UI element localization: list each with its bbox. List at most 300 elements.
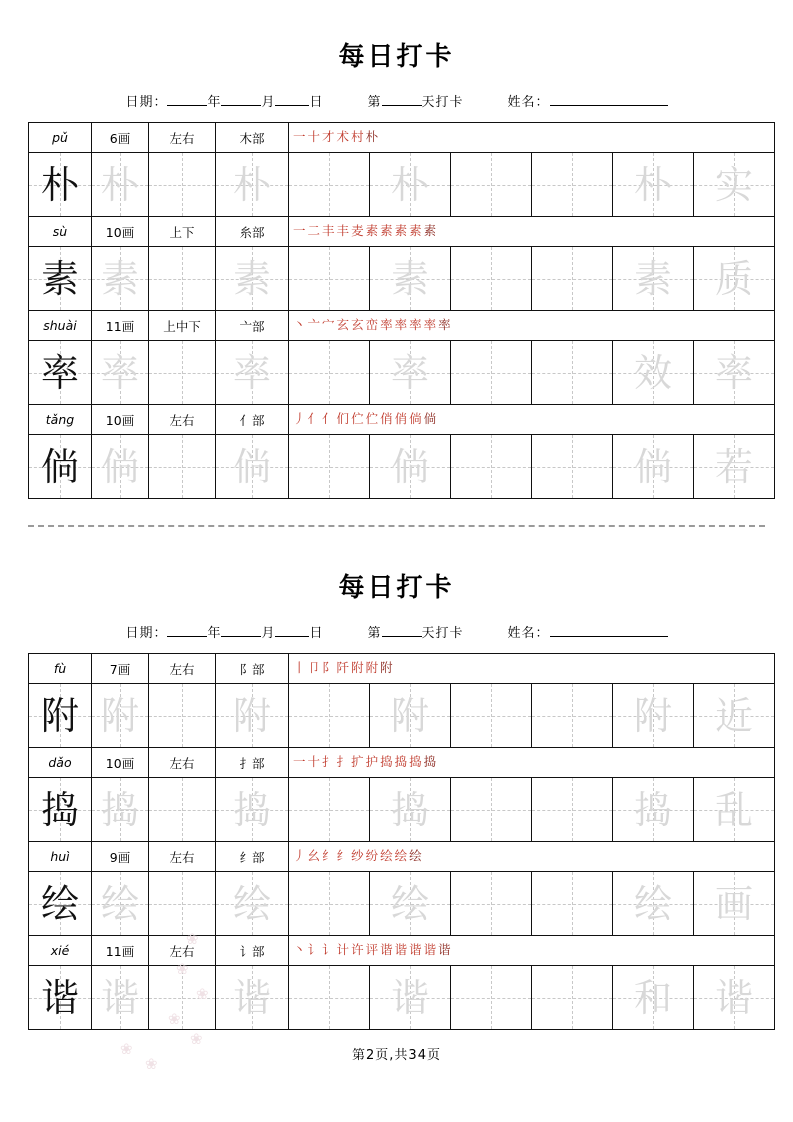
month-unit: 月: [261, 95, 276, 110]
name-field: [508, 622, 668, 641]
model-character: 朴: [40, 162, 79, 207]
trace-character: 附: [232, 693, 271, 738]
stroke-step: 讠: [322, 942, 335, 958]
trace-character: 素: [232, 256, 271, 301]
radical-cell: 纟部: [216, 842, 289, 872]
pinyin-cell: shuài: [29, 311, 92, 341]
stroke-step: 素: [394, 223, 408, 239]
stroke-step: 卩: [307, 660, 321, 676]
practice-cell-blank[interactable]: [289, 435, 370, 499]
page-separator: [28, 525, 765, 527]
model-character: 附: [40, 693, 79, 738]
flower-watermark: ❀: [145, 1055, 158, 1073]
trace-character: 附: [100, 693, 139, 738]
practice-cell-blank[interactable]: [532, 153, 613, 217]
practice-cell-blank[interactable]: [149, 872, 216, 936]
practice-cell-word[interactable]: [613, 341, 694, 405]
practice-cell-blank[interactable]: [289, 966, 370, 1030]
practice-cell-blank[interactable]: [149, 435, 216, 499]
stroke-order-cell: [289, 654, 775, 684]
word-character-2: 若: [714, 444, 753, 489]
year-unit: 年: [207, 95, 222, 110]
trace-character: 倘: [232, 444, 271, 489]
radical-cell: 亻部: [216, 405, 289, 435]
trace-character: 附: [390, 693, 429, 738]
name-blank[interactable]: [550, 105, 668, 106]
structure-cell: 左右: [149, 842, 216, 872]
stroke-step: 伫: [365, 411, 379, 427]
strokes-cell: 11画: [92, 311, 149, 341]
trace-character: 绘: [100, 881, 139, 926]
practice-cell-blank[interactable]: [149, 341, 216, 405]
stroke-step: 率: [409, 317, 422, 333]
count-suffix: 天打卡: [421, 626, 464, 641]
flower-watermark: ❀: [168, 1010, 181, 1028]
practice-cell-blank[interactable]: [289, 341, 370, 405]
structure-cell: 左右: [149, 405, 216, 435]
practice-row: [29, 341, 775, 405]
practice-cell-blank[interactable]: [532, 684, 613, 748]
pinyin-cell: huì: [29, 842, 92, 872]
stroke-step: 俏: [394, 411, 408, 427]
stroke-step: 绘: [380, 848, 393, 864]
stroke-step: 十: [307, 129, 321, 145]
stroke-step: 丨: [293, 660, 306, 676]
stroke-order-cell: [289, 842, 775, 872]
trace-character: 倘: [390, 444, 429, 489]
practice-cell-word[interactable]: [613, 153, 694, 217]
practice-cell-trace[interactable]: [92, 247, 149, 311]
practice-cell-trace[interactable]: [370, 247, 451, 311]
stroke-step: 扌: [336, 754, 350, 770]
word-character-2: 实: [714, 162, 753, 207]
practice-cell-word[interactable]: [694, 247, 775, 311]
practice-cell-trace[interactable]: [216, 966, 289, 1030]
practice-cell-trace[interactable]: [216, 778, 289, 842]
stroke-order-cell: [289, 936, 775, 966]
model-character: 率: [40, 350, 79, 395]
stroke-step: 俏: [380, 411, 393, 427]
stroke-step: 护: [365, 754, 379, 770]
practice-cell-trace[interactable]: [92, 778, 149, 842]
stroke-step: 谐: [394, 942, 408, 958]
practice-cell-blank[interactable]: [532, 966, 613, 1030]
practice-cell-main[interactable]: [29, 153, 92, 217]
info-row: [29, 936, 775, 966]
day-unit: 日: [309, 95, 324, 110]
pinyin-cell: fù: [29, 654, 92, 684]
trace-character: 谐: [390, 975, 429, 1020]
flower-watermark: ❀: [190, 1030, 203, 1048]
practice-row: [29, 153, 775, 217]
flower-watermark: ❀: [120, 1040, 133, 1058]
stroke-order-sequence: [293, 843, 774, 870]
stroke-step: 伫: [351, 411, 364, 427]
practice-cell-blank[interactable]: [532, 247, 613, 311]
stroke-step: 附: [380, 660, 393, 676]
practice-cell-blank[interactable]: [451, 778, 532, 842]
practice-cell-trace[interactable]: [370, 435, 451, 499]
pinyin-cell: dǎo: [29, 748, 92, 778]
worksheet-page-2: [0, 549, 793, 1063]
stroke-step: 宀: [322, 317, 335, 333]
practice-cell-main[interactable]: [29, 684, 92, 748]
stroke-step: 纱: [351, 848, 364, 864]
word-character-2: 乱: [714, 787, 753, 832]
trace-character: 谐: [232, 975, 271, 1020]
stroke-step: 阡: [336, 660, 350, 676]
practice-cell-main[interactable]: [29, 435, 92, 499]
stroke-step: 率: [380, 317, 393, 333]
trace-character: 倘: [100, 444, 139, 489]
structure-cell: 左右: [149, 123, 216, 153]
practice-cell-blank[interactable]: [451, 966, 532, 1030]
practice-row: [29, 684, 775, 748]
practice-cell-blank[interactable]: [532, 872, 613, 936]
practice-cell-blank[interactable]: [289, 778, 370, 842]
practice-cell-trace[interactable]: [370, 153, 451, 217]
worksheet-page-1: [0, 0, 793, 499]
stroke-order-cell: [289, 123, 775, 153]
stroke-step: 亻: [322, 411, 335, 427]
strokes-cell: 10画: [92, 217, 149, 247]
radical-cell: 讠部: [216, 936, 289, 966]
meta-row: [28, 622, 765, 641]
practice-cell-main[interactable]: [29, 778, 92, 842]
stroke-step: 二: [307, 223, 321, 239]
model-character: 捣: [40, 787, 79, 832]
info-row: [29, 217, 775, 247]
stroke-step: 谐: [423, 942, 437, 958]
practice-cell-word[interactable]: [694, 966, 775, 1030]
trace-character: 素: [390, 256, 429, 301]
practice-cell-blank[interactable]: [149, 966, 216, 1030]
page-title: 每日打卡: [338, 42, 455, 72]
stroke-step: 附: [351, 660, 364, 676]
stroke-step: 村: [351, 129, 364, 145]
stroke-step: 许: [351, 942, 364, 958]
count-prefix: 第: [367, 626, 382, 641]
practice-cell-trace[interactable]: [92, 872, 149, 936]
day-blank[interactable]: [275, 105, 309, 106]
practice-cell-trace[interactable]: [216, 341, 289, 405]
trace-character: 绘: [232, 881, 271, 926]
stroke-step: 捣: [423, 754, 437, 770]
stroke-step: 谐: [380, 942, 393, 958]
month-blank[interactable]: [221, 636, 261, 637]
stroke-step: 率: [394, 317, 408, 333]
trace-character: 朴: [100, 162, 139, 207]
structure-cell: 上中下: [149, 311, 216, 341]
practice-cell-blank[interactable]: [149, 684, 216, 748]
count-prefix: 第: [367, 95, 382, 110]
trace-character: 率: [100, 350, 139, 395]
year-blank[interactable]: [167, 636, 207, 637]
word-character-1: 绘: [633, 881, 672, 926]
practice-cell-word[interactable]: [613, 872, 694, 936]
stroke-order-sequence: [293, 124, 774, 151]
word-character-2: 谐: [714, 975, 753, 1020]
practice-cell-blank[interactable]: [532, 341, 613, 405]
trace-character: 捣: [390, 787, 429, 832]
stroke-step: 讠: [307, 942, 321, 958]
stroke-step: 素: [409, 223, 422, 239]
pinyin-cell: sù: [29, 217, 92, 247]
practice-cell-blank[interactable]: [451, 872, 532, 936]
stroke-step: 扩: [351, 754, 364, 770]
radical-cell: 扌部: [216, 748, 289, 778]
practice-cell-blank[interactable]: [289, 247, 370, 311]
radical-cell: 阝部: [216, 654, 289, 684]
stroke-step: 丿: [293, 848, 306, 864]
trace-character: 谐: [100, 975, 139, 1020]
structure-cell: 左右: [149, 654, 216, 684]
practice-cell-word[interactable]: [694, 153, 775, 217]
stroke-step: 玄: [336, 317, 350, 333]
practice-cell-blank[interactable]: [149, 153, 216, 217]
date-field: [125, 622, 323, 641]
strokes-cell: 11画: [92, 936, 149, 966]
info-row: [29, 654, 775, 684]
stroke-step: 谐: [438, 942, 451, 958]
practice-cell-word[interactable]: [694, 778, 775, 842]
word-character-1: 捣: [633, 787, 672, 832]
practice-cell-blank[interactable]: [451, 341, 532, 405]
stroke-step: 倘: [409, 411, 422, 427]
stroke-order-cell: [289, 217, 775, 247]
stroke-order-cell: [289, 748, 775, 778]
word-character-1: 倘: [633, 444, 672, 489]
trace-character: 朴: [390, 162, 429, 207]
stroke-step: 丰: [336, 223, 350, 239]
stroke-order-sequence: [293, 406, 774, 433]
stroke-step: 纷: [365, 848, 379, 864]
practice-cell-main[interactable]: [29, 872, 92, 936]
strokes-cell: 10画: [92, 748, 149, 778]
month-unit: 月: [261, 626, 276, 641]
stroke-step: 亻: [307, 411, 321, 427]
practice-cell-trace[interactable]: [92, 435, 149, 499]
flower-watermark: ❀: [176, 960, 189, 978]
word-character-2: 率: [714, 350, 753, 395]
year-unit: 年: [207, 626, 222, 641]
practice-cell-blank[interactable]: [451, 153, 532, 217]
model-character: 倘: [40, 444, 79, 489]
date-field: [125, 91, 323, 110]
practice-cell-word[interactable]: [694, 435, 775, 499]
practice-cell-trace[interactable]: [370, 872, 451, 936]
info-row: [29, 842, 775, 872]
stroke-step: 朴: [365, 129, 379, 145]
info-row: [29, 123, 775, 153]
practice-cell-main[interactable]: [29, 247, 92, 311]
practice-cell-blank[interactable]: [532, 435, 613, 499]
month-blank[interactable]: [221, 105, 261, 106]
practice-cell-trace[interactable]: [216, 435, 289, 499]
practice-row: [29, 778, 775, 842]
stroke-step: 素: [365, 223, 379, 239]
stroke-step: 丶: [293, 317, 306, 333]
practice-cell-blank[interactable]: [451, 435, 532, 499]
trace-character: 率: [390, 350, 429, 395]
stroke-order-sequence: [293, 312, 774, 339]
practice-cell-main[interactable]: [29, 341, 92, 405]
practice-cell-blank[interactable]: [289, 153, 370, 217]
practice-table-1: [28, 122, 775, 499]
practice-cell-word[interactable]: [613, 966, 694, 1030]
stroke-order-sequence: [293, 218, 774, 245]
structure-cell: 左右: [149, 748, 216, 778]
word-character-2: 质: [714, 256, 753, 301]
stroke-step: 计: [336, 942, 350, 958]
practice-row: [29, 966, 775, 1030]
practice-cell-trace[interactable]: [216, 872, 289, 936]
day-count-field: [368, 622, 464, 641]
stroke-step: 素: [380, 223, 393, 239]
stroke-step: 倘: [423, 411, 437, 427]
practice-cell-blank[interactable]: [149, 778, 216, 842]
day-unit: 日: [309, 626, 324, 641]
year-blank[interactable]: [167, 105, 207, 106]
practice-cell-word[interactable]: [613, 684, 694, 748]
practice-cell-blank[interactable]: [451, 684, 532, 748]
stroke-step: 绘: [409, 848, 422, 864]
stroke-step: 纟: [322, 848, 335, 864]
practice-cell-blank[interactable]: [289, 684, 370, 748]
practice-cell-trace[interactable]: [216, 153, 289, 217]
date-label: 日期：: [125, 626, 168, 641]
stroke-step: 亠: [307, 317, 321, 333]
stroke-step: 纟: [336, 848, 350, 864]
practice-cell-trace[interactable]: [370, 966, 451, 1030]
practice-cell-trace[interactable]: [92, 684, 149, 748]
stroke-step: 率: [423, 317, 437, 333]
practice-cell-blank[interactable]: [149, 247, 216, 311]
flower-watermark: ❀: [186, 930, 199, 948]
stroke-step: 评: [365, 942, 379, 958]
practice-cell-trace[interactable]: [92, 966, 149, 1030]
word-character-1: 附: [633, 693, 672, 738]
practice-cell-word[interactable]: [694, 872, 775, 936]
word-character-2: 画: [714, 881, 753, 926]
stroke-step: 谐: [409, 942, 422, 958]
strokes-cell: 9画: [92, 842, 149, 872]
trace-character: 素: [100, 256, 139, 301]
trace-character: 捣: [232, 787, 271, 832]
stroke-step: 们: [336, 411, 350, 427]
trace-character: 朴: [232, 162, 271, 207]
practice-cell-trace[interactable]: [216, 684, 289, 748]
practice-cell-word[interactable]: [613, 435, 694, 499]
count-blank[interactable]: [382, 105, 422, 106]
meta-row: [28, 91, 765, 110]
radical-cell: 糸部: [216, 217, 289, 247]
stroke-step: 捣: [380, 754, 393, 770]
practice-row: [29, 247, 775, 311]
stroke-order-cell: [289, 311, 775, 341]
practice-table-2: [28, 653, 775, 1030]
practice-cell-trace[interactable]: [370, 778, 451, 842]
word-character-1: 素: [633, 256, 672, 301]
practice-cell-word[interactable]: [694, 684, 775, 748]
count-blank[interactable]: [382, 636, 422, 637]
radical-cell: 亠部: [216, 311, 289, 341]
stroke-step: 捣: [409, 754, 422, 770]
trace-character: 绘: [390, 881, 429, 926]
practice-row: [29, 872, 775, 936]
stroke-order-sequence: [293, 749, 774, 776]
word-character-1: 效: [633, 350, 672, 395]
stroke-step: 丿: [293, 411, 306, 427]
stroke-step: 玄: [351, 317, 364, 333]
practice-cell-word[interactable]: [613, 247, 694, 311]
practice-cell-word[interactable]: [694, 341, 775, 405]
practice-cell-blank[interactable]: [532, 778, 613, 842]
stroke-step: 才: [322, 129, 335, 145]
pinyin-cell: xié: [29, 936, 92, 966]
practice-cell-trace[interactable]: [92, 153, 149, 217]
structure-cell: 上下: [149, 217, 216, 247]
flower-watermark: ❀: [196, 985, 209, 1003]
stroke-step: 捣: [394, 754, 408, 770]
trace-character: 捣: [100, 787, 139, 832]
model-character: 谐: [40, 975, 79, 1020]
word-character-1: 朴: [633, 162, 672, 207]
model-character: 素: [40, 256, 79, 301]
strokes-cell: 6画: [92, 123, 149, 153]
stroke-step: 附: [365, 660, 379, 676]
radical-cell: 木部: [216, 123, 289, 153]
model-character: 绘: [40, 881, 79, 926]
day-count-field: [368, 91, 464, 110]
name-field: [508, 91, 668, 110]
practice-cell-trace[interactable]: [92, 341, 149, 405]
practice-cell-trace[interactable]: [370, 684, 451, 748]
stroke-order-sequence: [293, 937, 774, 964]
word-character-2: 近: [714, 693, 753, 738]
practice-cell-trace[interactable]: [216, 247, 289, 311]
practice-cell-word[interactable]: [613, 778, 694, 842]
day-blank[interactable]: [275, 636, 309, 637]
stroke-step: 一: [293, 223, 306, 239]
page-footer: 第2页,共34页: [352, 1048, 441, 1063]
strokes-cell: 10画: [92, 405, 149, 435]
name-label: 姓名：: [507, 626, 550, 641]
stroke-step: 丰: [322, 223, 335, 239]
stroke-step: 幺: [307, 848, 321, 864]
info-row: [29, 405, 775, 435]
stroke-step: 术: [336, 129, 350, 145]
practice-cell-trace[interactable]: [370, 341, 451, 405]
trace-character: 率: [232, 350, 271, 395]
stroke-step: 麦: [351, 223, 364, 239]
count-suffix: 天打卡: [421, 95, 464, 110]
practice-cell-blank[interactable]: [289, 872, 370, 936]
stroke-step: 扌: [322, 754, 335, 770]
stroke-order-sequence: [293, 655, 774, 682]
stroke-step: 丶: [293, 942, 306, 958]
practice-cell-blank[interactable]: [451, 247, 532, 311]
name-blank[interactable]: [550, 636, 668, 637]
stroke-step: 一: [293, 129, 306, 145]
word-character-1: 和: [633, 975, 672, 1020]
stroke-step: 十: [307, 754, 321, 770]
name-label: 姓名：: [507, 95, 550, 110]
practice-cell-main[interactable]: [29, 966, 92, 1030]
stroke-step: 阝: [322, 660, 335, 676]
date-label: 日期：: [125, 95, 168, 110]
stroke-step: 率: [438, 317, 451, 333]
